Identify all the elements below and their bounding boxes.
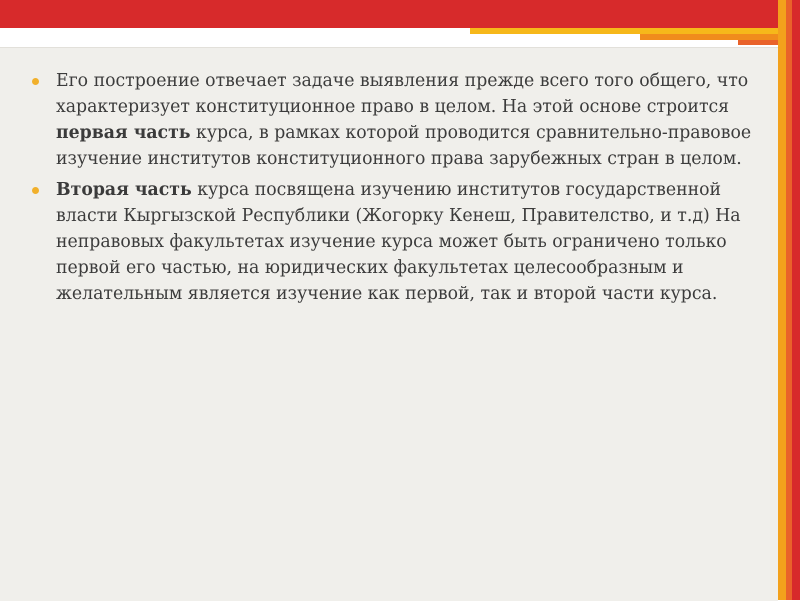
- right-yellow-strip: [778, 0, 786, 600]
- bullet-item-1: [30, 68, 765, 172]
- top-red-band: [0, 0, 800, 28]
- bullet-item-2: [30, 177, 765, 307]
- right-red-strip: [792, 0, 800, 600]
- bullet-2-bold: Вторая часть: [56, 180, 192, 200]
- bullet-list: [30, 68, 765, 312]
- bullet-1-text-post: курса, в рамках которой проводится сравнительно-правовое изучение институтов конституционного права зарубежных стран в целом.: [56, 123, 752, 169]
- bullet-2-text-post: курса посвящена изучению институтов государственной власти Кыргызской Республики (Жогорку Кенеш, Правителство, и т.д) На неправовых факультетах изучение курса может быть ограничено только первой его частью, на юридических факультетах целесообразным и желательным является изучение как первой, так и второй части курса.: [56, 180, 741, 304]
- content-panel: [0, 47, 778, 601]
- bullet-icon: [32, 78, 39, 85]
- bullet-1-text-pre: Его построение отвечает задаче выявления прежде всего того общего, что характеризует конституционное право в целом. На этой основе строится: [56, 71, 749, 117]
- bullet-icon: [32, 187, 39, 194]
- bullet-1-bold: первая часть: [56, 123, 191, 143]
